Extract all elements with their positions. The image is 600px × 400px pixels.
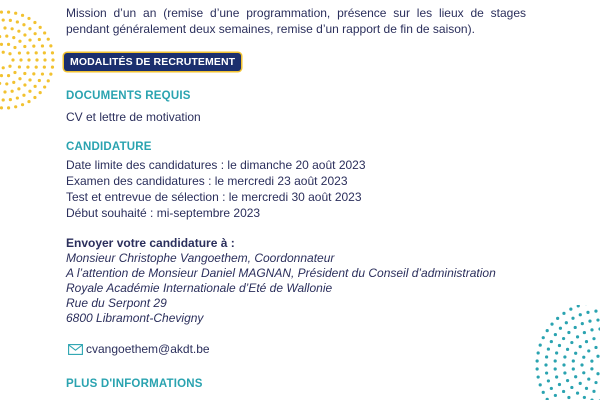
yellow-dots-decoration [0,0,60,130]
address-line-city: 6800 Libramont-Chevigny [66,311,204,325]
more-info-title: PLUS D'INFORMATIONS [66,378,203,390]
address-line-coordinator: Monsieur Christophe Vangoethem, Coordonnateur [66,251,335,265]
email-link[interactable] [68,342,210,356]
candidature-interview: Test et entrevue de sélection : le mercredi 30 août 2023 [66,190,362,204]
candidature-start: Début souhaité : mi-septembre 2023 [66,206,261,220]
send-heading: Envoyer votre candidature à : [66,236,235,250]
documents-title: DOCUMENTS REQUIS [66,90,191,102]
intro-paragraph: Mission d’un an (remise d’une programmation, présence sur les lieux de stages pendant généralement deux semaines, remise d’un rapport de fin de saison). [66,6,526,36]
documents-text: CV et lettre de motivation [66,110,201,124]
address-line-attention: A l’attention de Monsieur Daniel MAGNAN, Président du Conseil d’administration [66,266,496,280]
address-line-organization: Royale Académie Internationale d’Eté de Wallonie [66,281,333,295]
mail-icon [68,344,83,355]
candidature-review: Examen des candidatures : le mercredi 23 août 2023 [66,174,348,188]
recruitment-badge: MODALITÉS DE RECRUTEMENT [64,53,241,71]
candidature-deadline: Date limite des candidatures : le dimanche 20 août 2023 [66,158,366,172]
email-address[interactable]: cvangoethem@akdt.be [86,342,210,356]
address-line-street: Rue du Serpont 29 [66,296,167,310]
yellow-circle-decoration [0,300,70,400]
candidature-title: CANDIDATURE [66,141,152,153]
teal-dots-decoration [525,305,600,400]
